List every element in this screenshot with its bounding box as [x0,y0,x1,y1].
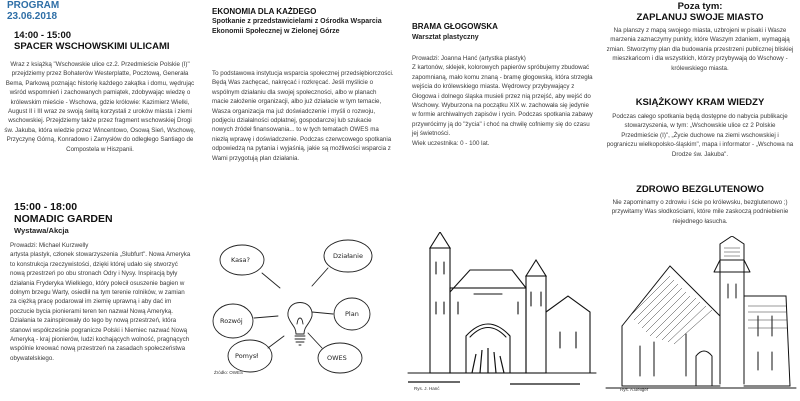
event-subtitle: Wystawa/Akcja [14,226,69,235]
event-description: Na planszy z mapą swojego miasta, uzbrojeni w pisaki i Wasze marzenia zaznaczymy punkty, które Waszym zdaniem, wymagają zmian. Stworzymy plan dla budowania przestrzeni publicznej bliskiej mieszkańcom i dla wszystkich, którzy przybywają do Wschowy - królewskiego miasta. [606,27,794,72]
event-description: Nie zapominamy o zdrowiu i ście po królewsku, bezglutenowo ;) przywitamy Was słodkościami, które mile zaskoczą podniebienie niejednego łasucha. [611,199,789,225]
event-title: KSIĄŻKOWY KRAM WIEDZY [635,97,765,108]
event-description: Wraz z książką "Wschowskie ulice cz.2. Przedmieście Polskie (I)" przejdziemy przez Bohaterów Westerplatte, Pocztową, Generała Bema, Parkową poznając historię każdego zakątka i domu, wędrując wśród wspomnień i zachowanych pamiątek, zdobywając wiedzę o królewskim mieście - Wschowa, gdzie królowie: Kazimierz Wielki, August II i III wraz ze swoją świtą korzystali z uroków miasta i ziemi wschowskiej. Przejdziemy także przez fragment wschowskiej Drogi św. Jakuba, która wiedzie przez Wincentowo, Osową Sień, Wschowę, Przyczynę Górną, Konradowo i Zamysłów do odległego Santiago de Compostela w Hiszpanii. [4,61,196,153]
column-program [0,0,200,401]
section-heading: Poza tym: [677,1,723,12]
event-title: BRAMA GŁOGOWSKA [412,22,498,31]
event-time: 15:00 - 18:00 [14,201,78,213]
diagram-label: OWES [327,354,347,362]
event-subtitle: Warsztat plastyczny [412,34,479,41]
event-title: ZAPLANUJ SWOJE MIASTO [636,12,764,23]
diagram-label: Działanie [333,252,363,260]
program-label: PROGRAM [7,0,60,11]
event-title: ZDROWO BEZGLUTENOWO [636,184,764,195]
event-subtitle: Spotkanie z przedstawicielami z Ośrodka Wsparcia Ekonomii Społecznej w Zielonej Górze [212,18,382,35]
event-title: SPACER WSCHOWSKIMI ULICAMI [14,41,170,52]
brama-sketch [400,232,600,401]
event-time: 14:00 - 15:00 [14,30,72,41]
image-caption: Rys. J. Hanć [414,386,440,391]
event-description: Podczas całego spotkania będą dostępne do nabycia publikacje stowarzyszenia, w tym: „Wschowskie ulice cz 2 Polskie Przedmieście (I)", „Życie duchowe na ziemi wschowskiej i pograniczu wielkopolsko-śląskim", mapa i informator - „Wschowa na Drodze św. Jakuba". [606,113,794,158]
column-brama [400,0,600,401]
event-title: EKONOMIA DLA KAŻDEGO [212,7,317,16]
event-description: To podstawowa instytucja wsparcia społecznej przedsiębiorczości. Będą Was zachęcać, nakręcać i rozkręcać. Jeśli myślicie o wspólnym działaniu dla swojej społeczności, albo w planach macie założenie organizacji, albo już działacie w tym temacie, Wasza organizacja ma już doświadczenie i myśli o rozwoju, podjęciu działalności odpłatnej, gospodarczej lub szukacie nowych źródeł finansowania... to w tych tematach OWES ma niezłą wprawę i doświadczenie. Podczas czerwcowego spotkania odpowiedzą na pytania i wyjaśnią, jakie są możliwości wsparcia z Wami przygotują plan działania. [212,70,394,162]
event-title: NOMADIC GARDEN [14,213,113,225]
event-description: Prowadzi: Joanna Hanć (artystka plastyk) Z kartonów, sklejek, kolorowych papierów spróbujemy zbudować zapomnianą, mało komu znaną - bramę głogowską, która strzegła wejścia do królewskiego miasta. Wędrowcy przybywający z Głogowa i dolnego śląska musieli przez nią przejść, aby wejść do Wschowy. Wyburzona na początku XIX w. zachowała się jedynie w formie archiwalnych zapisów i rycin. Podczas spotkania zabawy przywrócimy ją do "życia" i choć na chwilę cofniemy się do czasu jej świetności. Wiek uczestnika: 0 - 100 lat. [412,55,593,147]
column-ekonomia [200,0,400,401]
event-description: Prowadzi: Michael Kurzwelly artysta plastyk, członek stowarzyszenia „Slubfurt". Nowa Ameryka to konstrukcja rzeczywistości, dzięki której udało się stworzyć nową przestrzeń po obu stronach Odry i Nysy. Inspiracją były działania Fryderyka Wielkiego, który polecił osuszenie bagien w dolnym brzegu Warty, osiedlił na tym terenie rolników, w zamian za ciężką pracę podarował im ziemię uprawną i aby dać im poczucie bycia pionierami teren ten nazwał Nową Ameryką. Działania te zainspirowały do tego by nową przestrzeń, która stanowi współcześnie pogranicze Polski i Niemiec nazwać Nową Ameryką - kraj pionierów, ludzi kochających wolność, pragnących wspólnie kreować nową przestrzeń na zasadach społeczeństwa obywatelskiego. [10,242,191,362]
diagram-label: Pomysł [235,352,259,360]
column-poza-tym [600,0,800,401]
diagram-label: Plan [345,310,359,318]
diagram-label: Rozwój [220,317,243,325]
image-caption: Rys. A.Beliger [620,387,649,392]
diagram-label: Kasa? [231,256,250,264]
owes-diagram [200,228,400,401]
program-date: 23.06.2018 [7,11,58,22]
church-sketch [600,236,800,401]
image-caption: Źródło: OWES [214,370,244,375]
